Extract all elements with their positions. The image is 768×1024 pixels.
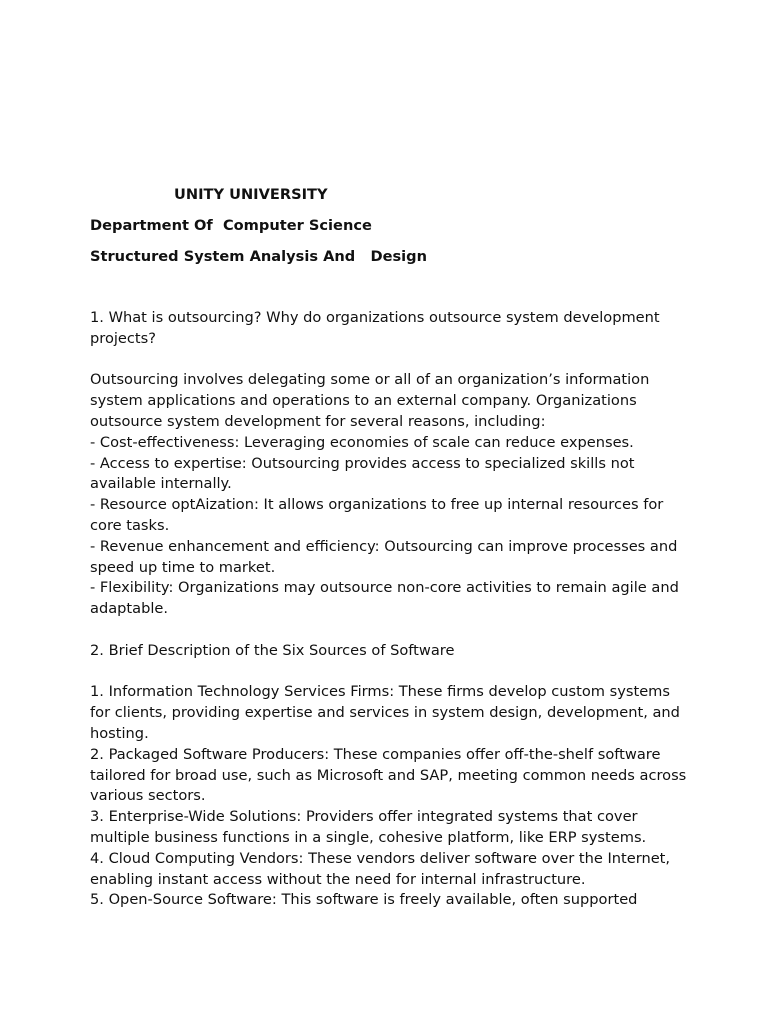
spacer [90, 350, 690, 371]
software-source-item: 2. Packaged Software Producers: These companies offer off-the-shelf software tailored for broad use, such as Microsoft and SAP, meeting common needs across various sectors. [90, 745, 691, 805]
reason-item: - Cost-effectiveness: Leveraging economies of scale can reduce expenses. [90, 433, 634, 451]
department-title: Department Of Computer Science [90, 217, 372, 234]
question-1-prompt: 1. What is outsourcing? Why do organizations outsource system development projects? [90, 309, 665, 347]
question-2-prompt: 2. Brief Description of the Six Sources of Software [90, 641, 455, 659]
question-1-intro: Outsourcing involves delegating some or all of an organization’s information system applications and operations to an external company. Organizations outsource system development for several reasons, including: [90, 371, 654, 430]
university-title: UNITY UNIVERSITY [174, 186, 328, 203]
software-source-item: 5. Open-Source Software: This software is freely available, often supported [90, 891, 638, 909]
reason-item: - Flexibility: Organizations may outsource non-core activities to remain agile and adaptable. [90, 579, 684, 618]
software-source-item: 4. Cloud Computing Vendors: These vendors deliver software over the Internet, enabling instant access without the need for internal infrastructure. [90, 849, 675, 888]
spacer [90, 268, 690, 308]
course-title: Structured System Analysis And Design [90, 248, 427, 265]
spacer [90, 662, 690, 683]
reason-item: - Access to expertise: Outsourcing provides access to specialized skills not available internally. [90, 454, 640, 493]
document-page [90, 184, 690, 911]
software-source-item: 3. Enterprise-Wide Solutions: Providers offer integrated systems that cover multiple business functions in a single, cohesive platform, like ERP systems. [90, 808, 647, 846]
software-source-item: 1. Information Technology Services Firms: These firms develop custom systems for clients, providing expertise and services in system design, development, and hosting. [90, 683, 685, 742]
reason-item: - Resource optAization: It allows organizations to free up internal resources for core tasks. [90, 496, 668, 534]
reason-item: - Revenue enhancement and efficiency: Outsourcing can improve processes and speed up time to market. [90, 537, 683, 576]
spacer [90, 620, 690, 641]
